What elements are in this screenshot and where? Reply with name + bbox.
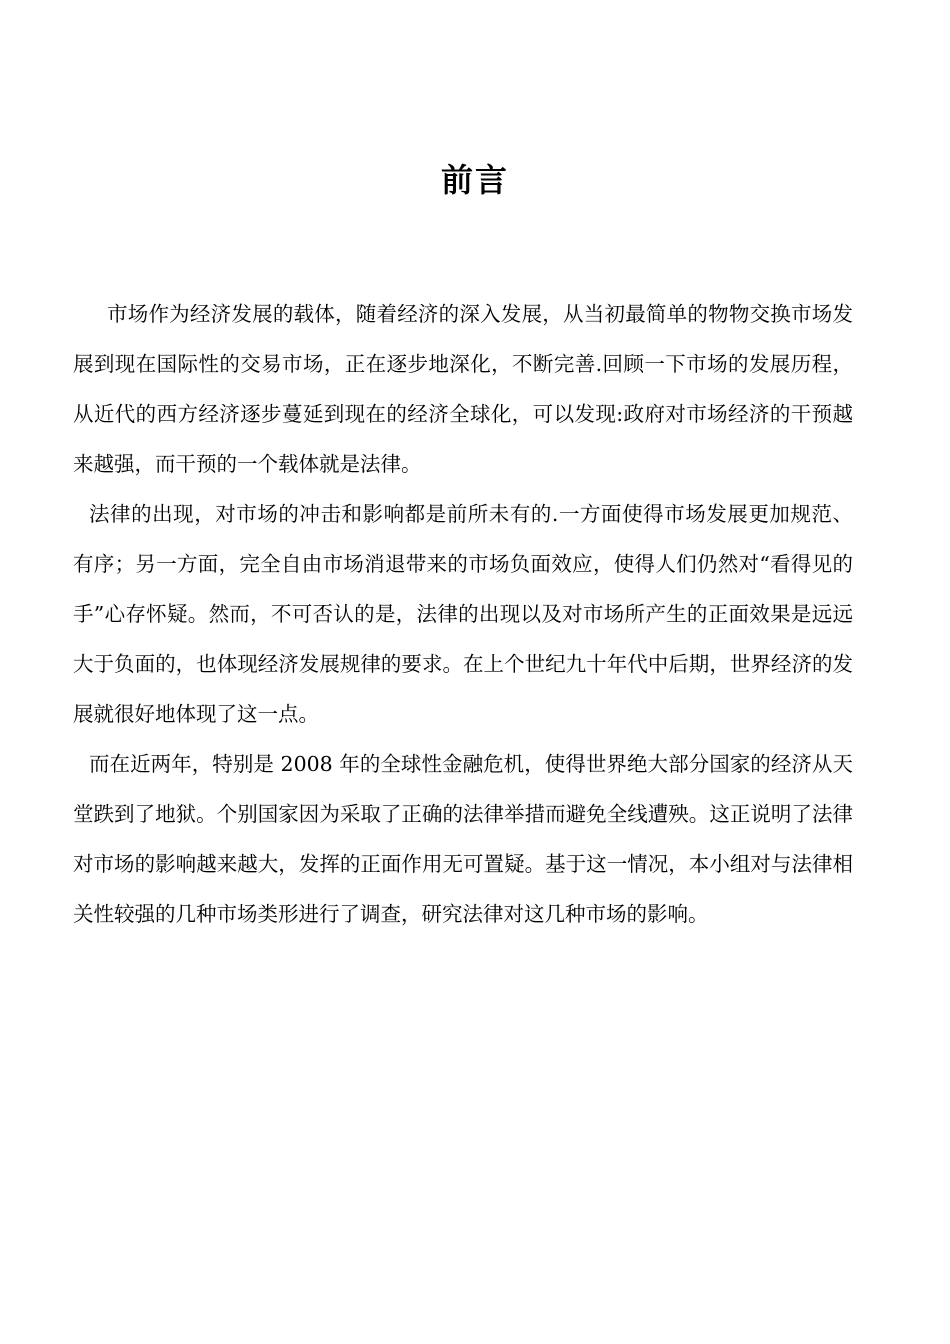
paragraph-1: 市场作为经济发展的载体，随着经济的深入发展，从当初最简单的物物交换市场发展到现在国际性的交易市场，正在逐步地深化，不断完善.回顾一下市场的发展历程，从近代的西方经济逐步蔓延到现在的经济全球化，可以发现:政府对市场经济的干预越来越强，而干预的一个载体就是法律。 [73,302,853,476]
paragraph-2: 法律的出现，对市场的冲击和影响都是前所未有的.一方面使得市场发展更加规范、有序；另一方面，完全自由市场消退带来的市场负面效应，使得人们仍然对“看得见的手”心存怀疑。然而，不可否认的是，法律的出现以及对市场所产生的正面效果是远远大于负面的，也体现经济发展规律的要求。在上个世纪九十年代中后期，世界经济的发展就很好地体现了这一点。 [73,502,853,726]
body-text [73,289,853,939]
paragraph-3: 而在近两年，特别是 2008 年的全球性金融危机，使得世界绝大部分国家的经济从天堂跌到了地狱。个别国家因为采取了正确的法律举措而避免全线遭殃。这正说明了法律对市场的影响越来越大，发挥的正面作用无可置疑。基于这一情况，本小组对与法律相关性较强的几种市场类形进行了调查，研究法律对这几种市场的影响。 [73,752,853,926]
page-title: 前言 [440,161,509,199]
